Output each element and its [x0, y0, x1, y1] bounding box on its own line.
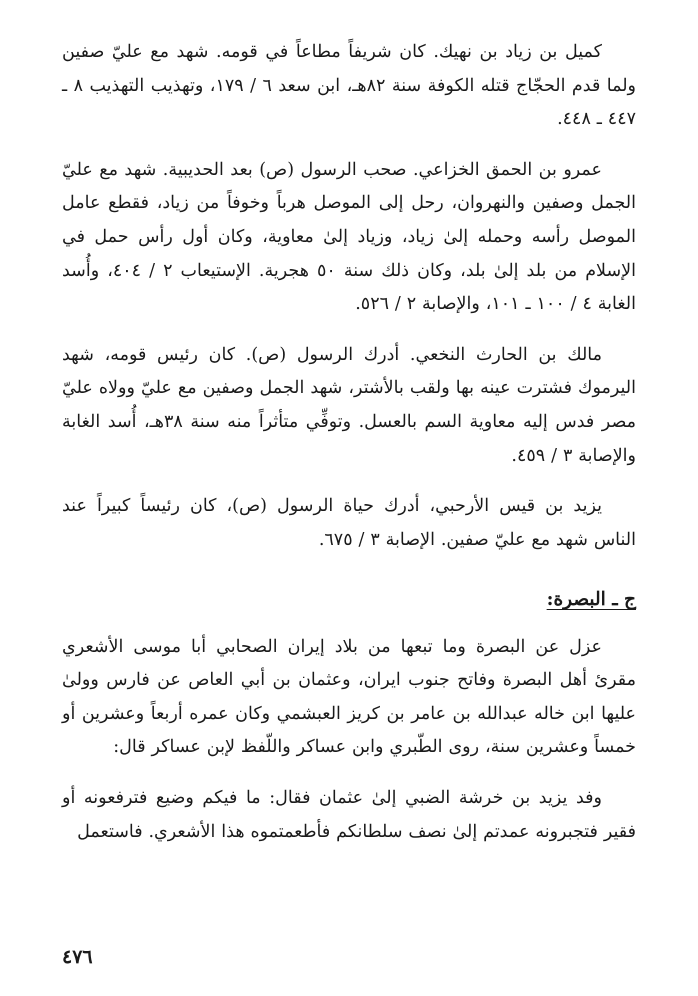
section-heading-al-basra	[62, 583, 636, 616]
paragraph-wafd-yazid-ibn-kharasha: وفد يزيد بن خرشة الضبي إلىٰ عثمان فقال: ما فيكم وضيع فترفعونه أو فقير فتجبرونه عمدتم إلىٰ نصف سلطانكم فأطعمتموه هذا الأشعري. فاستعمل	[62, 787, 636, 842]
paragraph-yazid-ibn-qays: يزيد بن قيس الأرحبي، أدرك حياة الرسول (ص)، كان رئيساً كبيراً عند الناس شهد مع عليّ صفين. الإصابة ٣ / ٦٧٥.	[62, 496, 636, 550]
paragraph-kumayl-ibn-ziyad: كميل بن زياد بن نهيك. كان شريفاً مطاعاً في قومه. شهد مع عليّ صفين ولما قدم الحجّاج قتله الكوفة سنة ٨٢هـ، ابن سعد ٦ / ١٧٩، وتهذيب التهذيب ٨ ـ ٤٤٧ ـ ٤٤٨.	[62, 42, 637, 130]
paragraph-basra-governance: عزل عن البصرة وما تبعها من بلاد إيران الصحابي أبا موسى الأشعري مقرئ أهل البصرة وفاتح جنوب ايران، وعثمان بن أبي العاص عن فارس وولىٰ عليها ابن خاله عبدالله بن عامر بن كريز العبشمي وكان عمره أربعاً وعشرين أو خمساً وعشرين سنة، روى الطّبري وابن عساكر واللّفظ لإبن عساكر قال:	[62, 636, 636, 758]
paragraph-amr-ibn-al-humuq: عمرو بن الحمق الخزاعي. صحب الرسول (ص) بعد الحديبية. شهد مع عليّ الجمل وصفين والنهروان، رحل إلى الموصل هرباً وخوفاً من زياد، فقطع عامل الموصل رأسه وحمله إلىٰ زياد، وزياد إلىٰ معاوية، وكان أول رأس حمل في الإسلام من بلد إلىٰ بلد، وكان ذلك سنة ٥٠ هجرية. الإستيعاب ٢ / ٤٠٤، وأُسد الغابة ٤ / ١٠٠ ـ ١٠١، والإصابة ٢ / ٥٢٦.	[62, 159, 636, 315]
section-heading-label: ج ـ البصرة:	[546, 589, 636, 611]
page-number: ٤٧٦	[62, 946, 93, 968]
paragraph-malik-ibn-al-harith: مالك بن الحارث النخعي. أدرك الرسول (ص). كان رئيس قومه، شهد اليرموك فشترت عينه بها ولقب بالأشتر، شهد الجمل وصفين مع عليّ وولاه عليّ مصر فدس إليه معاوية السم بالعسل. وتوفِّي متأثراً منه سنة ٣٨هـ، أُسد الغابة والإصابة ٣ / ٤٥٩.	[62, 344, 636, 466]
